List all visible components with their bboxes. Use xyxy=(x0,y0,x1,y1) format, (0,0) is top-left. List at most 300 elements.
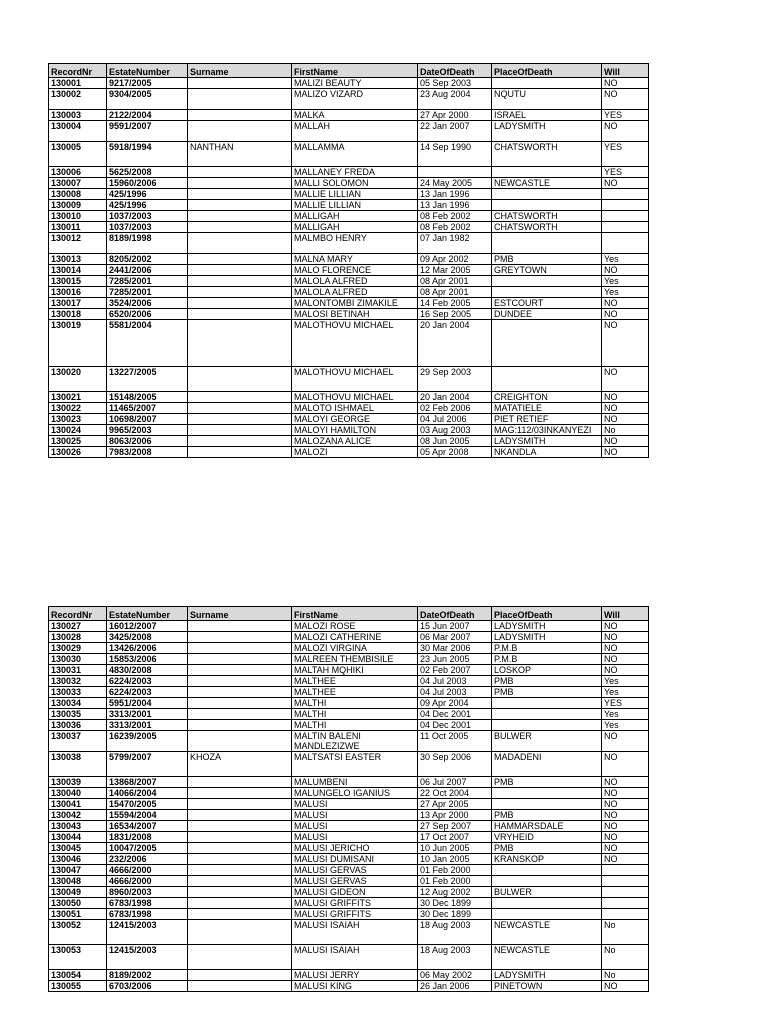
place-of-death-cell xyxy=(492,720,602,731)
surname-cell xyxy=(188,832,292,843)
surname-cell xyxy=(188,414,292,425)
place-of-death-cell xyxy=(492,876,602,887)
first-name-cell: MALONTOMBI ZIMAKILE xyxy=(292,298,418,309)
col-header-will: Will xyxy=(602,64,649,78)
date-of-death-cell: 27 Apr 2005 xyxy=(418,799,492,810)
will-cell: No xyxy=(602,970,649,981)
first-name-cell: MALKA xyxy=(292,110,418,121)
place-of-death-cell xyxy=(492,788,602,799)
first-name-cell: MALUSI JERICHO xyxy=(292,843,418,854)
first-name-cell: MALUSI GERVAS xyxy=(292,865,418,876)
will-cell: Yes xyxy=(602,276,649,287)
date-of-death-cell: 09 Apr 2002 xyxy=(418,254,492,265)
table-row xyxy=(49,788,649,799)
date-of-death-cell: 20 Jan 2004 xyxy=(418,392,492,403)
first-name-cell: MALTHI xyxy=(292,698,418,709)
place-of-death-cell: PMB xyxy=(492,687,602,698)
will-cell: NO xyxy=(602,777,649,788)
date-of-death-cell: 30 Dec 1899 xyxy=(418,909,492,920)
will-cell: No xyxy=(602,425,649,436)
estate-number-cell: 12415/2003 xyxy=(107,945,188,970)
date-of-death-cell: 13 Apr 2000 xyxy=(418,810,492,821)
will-cell: No xyxy=(602,920,649,945)
place-of-death-cell: CREIGHTON xyxy=(492,392,602,403)
will-cell xyxy=(602,211,649,222)
table-row xyxy=(49,898,649,909)
will-cell: NO xyxy=(602,320,649,367)
col-header-estatenumber: EstateNumber xyxy=(107,607,188,621)
table-row xyxy=(49,698,649,709)
first-name-cell: MALUSI GRIFFITS xyxy=(292,898,418,909)
surname-cell xyxy=(188,367,292,392)
will-cell xyxy=(602,222,649,233)
table-row xyxy=(49,178,649,189)
table-row xyxy=(49,276,649,287)
date-of-death-cell: 12 Aug 2002 xyxy=(418,887,492,898)
place-of-death-cell: LADYSMITH xyxy=(492,621,602,632)
estate-number-cell: 2441/2006 xyxy=(107,265,188,276)
surname-cell xyxy=(188,720,292,731)
first-name-cell: MALOLA ALFRED xyxy=(292,287,418,298)
surname-cell xyxy=(188,621,292,632)
record-nr-cell: 130005 xyxy=(49,142,107,167)
surname-cell xyxy=(188,287,292,298)
surname-cell xyxy=(188,320,292,367)
table-row xyxy=(49,854,649,865)
date-of-death-cell: 06 Jul 2007 xyxy=(418,777,492,788)
place-of-death-cell xyxy=(492,898,602,909)
record-nr-cell: 130002 xyxy=(49,89,107,110)
date-of-death-cell: 04 Jul 2003 xyxy=(418,676,492,687)
date-of-death-cell: 01 Feb 2000 xyxy=(418,876,492,887)
surname-cell xyxy=(188,865,292,876)
record-nr-cell: 130037 xyxy=(49,731,107,752)
first-name-cell: MALUSI JERRY xyxy=(292,970,418,981)
table-row xyxy=(49,643,649,654)
first-name-cell: MALOYI GEORGE xyxy=(292,414,418,425)
record-nr-cell: 130052 xyxy=(49,920,107,945)
col-header-placeofdeath: PlaceOfDeath xyxy=(492,64,602,78)
record-nr-cell: 130012 xyxy=(49,233,107,254)
surname-cell xyxy=(188,654,292,665)
estate-number-cell: 7285/2001 xyxy=(107,287,188,298)
record-nr-cell: 130030 xyxy=(49,654,107,665)
table-row xyxy=(49,233,649,254)
first-name-cell: MALUNGELO IGANIUS xyxy=(292,788,418,799)
surname-cell xyxy=(188,945,292,970)
table-row xyxy=(49,970,649,981)
surname-cell xyxy=(188,821,292,832)
table-row xyxy=(49,887,649,898)
header-row xyxy=(49,64,649,78)
will-cell: YES xyxy=(602,142,649,167)
col-header-surname: Surname xyxy=(188,607,292,621)
first-name-cell: MALLANEY FREDA xyxy=(292,167,418,178)
place-of-death-cell: CHATSWORTH xyxy=(492,211,602,222)
date-of-death-cell: 06 Mar 2007 xyxy=(418,632,492,643)
surname-cell xyxy=(188,309,292,320)
will-cell: NO xyxy=(602,788,649,799)
first-name-cell: MALIZO VIZARD xyxy=(292,89,418,110)
will-cell xyxy=(602,189,649,200)
record-nr-cell: 130009 xyxy=(49,200,107,211)
record-nr-cell: 130043 xyxy=(49,821,107,832)
estate-number-cell: 13227/2005 xyxy=(107,367,188,392)
will-cell: NO xyxy=(602,799,649,810)
date-of-death-cell: 18 Aug 2003 xyxy=(418,920,492,945)
col-header-firstname: FirstName xyxy=(292,64,418,78)
place-of-death-cell: BULWER xyxy=(492,887,602,898)
surname-cell xyxy=(188,665,292,676)
first-name-cell: MALLIGAH xyxy=(292,211,418,222)
place-of-death-cell: CHATSWORTH xyxy=(492,222,602,233)
col-header-dateofdeath: DateOfDeath xyxy=(418,64,492,78)
record-nr-cell: 130053 xyxy=(49,945,107,970)
estate-number-cell: 425/1996 xyxy=(107,200,188,211)
date-of-death-cell: 02 Feb 2006 xyxy=(418,403,492,414)
place-of-death-cell: P.M.B xyxy=(492,643,602,654)
date-of-death-cell: 07 Jan 1982 xyxy=(418,233,492,254)
table-row xyxy=(49,265,649,276)
place-of-death-cell: KRANSKOP xyxy=(492,854,602,865)
surname-cell xyxy=(188,876,292,887)
first-name-cell: MALUSI ISAIAH xyxy=(292,920,418,945)
estate-number-cell: 8189/1998 xyxy=(107,233,188,254)
first-name-cell: MALOZI VIRGINA xyxy=(292,643,418,654)
record-nr-cell: 130027 xyxy=(49,621,107,632)
table-row xyxy=(49,810,649,821)
place-of-death-cell xyxy=(492,167,602,178)
will-cell: NO xyxy=(602,403,649,414)
place-of-death-cell: VRYHEID xyxy=(492,832,602,843)
date-of-death-cell: 29 Sep 2003 xyxy=(418,367,492,392)
place-of-death-cell: NEWCASTLE xyxy=(492,920,602,945)
will-cell: NO xyxy=(602,731,649,752)
date-of-death-cell: 05 Apr 2008 xyxy=(418,447,492,458)
estate-number-cell: 3524/2006 xyxy=(107,298,188,309)
table-row xyxy=(49,320,649,367)
estate-number-cell: 8205/2002 xyxy=(107,254,188,265)
surname-cell xyxy=(188,254,292,265)
surname-cell xyxy=(188,167,292,178)
table-row xyxy=(49,222,649,233)
first-name-cell: MALLAMMA xyxy=(292,142,418,167)
estate-number-cell: 5951/2004 xyxy=(107,698,188,709)
table-row xyxy=(49,189,649,200)
table-row xyxy=(49,367,649,392)
first-name-cell: MALOZI xyxy=(292,447,418,458)
surname-cell xyxy=(188,777,292,788)
first-name-cell: MALUSI GIDEON xyxy=(292,887,418,898)
table-row xyxy=(49,799,649,810)
place-of-death-cell: NEWCASTLE xyxy=(492,945,602,970)
will-cell: NO xyxy=(602,654,649,665)
first-name-cell: MALNA MARY xyxy=(292,254,418,265)
first-name-cell: MALOTO ISHMAEL xyxy=(292,403,418,414)
table-row xyxy=(49,752,649,777)
place-of-death-cell: ISRAEL xyxy=(492,110,602,121)
date-of-death-cell: 18 Aug 2003 xyxy=(418,945,492,970)
surname-cell xyxy=(188,898,292,909)
first-name-cell: MALOLA ALFRED xyxy=(292,276,418,287)
table-row xyxy=(49,78,649,89)
surname-cell xyxy=(188,981,292,992)
record-nr-cell: 130019 xyxy=(49,320,107,367)
will-cell xyxy=(602,200,649,211)
first-name-cell: MALTHEE xyxy=(292,687,418,698)
surname-cell xyxy=(188,265,292,276)
date-of-death-cell: 08 Feb 2002 xyxy=(418,211,492,222)
date-of-death-cell: 30 Mar 2006 xyxy=(418,643,492,654)
table-row xyxy=(49,287,649,298)
date-of-death-cell: 26 Jan 2006 xyxy=(418,981,492,992)
date-of-death-cell: 10 Jan 2005 xyxy=(418,854,492,865)
will-cell xyxy=(602,887,649,898)
first-name-cell: MALLIE LILLIAN xyxy=(292,189,418,200)
record-nr-cell: 130028 xyxy=(49,632,107,643)
will-cell: NO xyxy=(602,447,649,458)
will-cell: Yes xyxy=(602,676,649,687)
table-row xyxy=(49,403,649,414)
date-of-death-cell: 08 Feb 2002 xyxy=(418,222,492,233)
date-of-death-cell: 08 Jun 2005 xyxy=(418,436,492,447)
estate-number-cell: 4830/2008 xyxy=(107,665,188,676)
estate-number-cell: 2122/2004 xyxy=(107,110,188,121)
record-nr-cell: 130035 xyxy=(49,709,107,720)
table-row xyxy=(49,309,649,320)
will-cell: NO xyxy=(602,665,649,676)
table-row xyxy=(49,909,649,920)
estate-number-cell: 3313/2001 xyxy=(107,720,188,731)
estate-number-cell: 13868/2007 xyxy=(107,777,188,788)
surname-cell: KHOZA xyxy=(188,752,292,777)
surname-cell xyxy=(188,810,292,821)
will-cell: YES xyxy=(602,167,649,178)
record-nr-cell: 130017 xyxy=(49,298,107,309)
place-of-death-cell: PMB xyxy=(492,810,602,821)
record-nr-cell: 130047 xyxy=(49,865,107,876)
record-nr-cell: 130015 xyxy=(49,276,107,287)
surname-cell xyxy=(188,189,292,200)
surname-cell xyxy=(188,920,292,945)
estate-number-cell: 15594/2004 xyxy=(107,810,188,821)
col-header-placeofdeath: PlaceOfDeath xyxy=(492,607,602,621)
surname-cell xyxy=(188,799,292,810)
record-nr-cell: 130032 xyxy=(49,676,107,687)
record-nr-cell: 130025 xyxy=(49,436,107,447)
table-row xyxy=(49,731,649,752)
record-nr-cell: 130041 xyxy=(49,799,107,810)
date-of-death-cell: 14 Feb 2005 xyxy=(418,298,492,309)
record-nr-cell: 130023 xyxy=(49,414,107,425)
will-cell: NO xyxy=(602,643,649,654)
first-name-cell: MALUSI DUMISANI xyxy=(292,854,418,865)
record-nr-cell: 130045 xyxy=(49,843,107,854)
place-of-death-cell xyxy=(492,799,602,810)
surname-cell xyxy=(188,887,292,898)
estate-number-cell: 1831/2008 xyxy=(107,832,188,843)
first-name-cell: MALMBO HENRY xyxy=(292,233,418,254)
record-nr-cell: 130010 xyxy=(49,211,107,222)
will-cell: NO xyxy=(602,265,649,276)
estate-number-cell: 8063/2006 xyxy=(107,436,188,447)
place-of-death-cell: PMB xyxy=(492,777,602,788)
records-table-2 xyxy=(48,606,649,992)
table-row xyxy=(49,200,649,211)
table-row xyxy=(49,709,649,720)
surname-cell xyxy=(188,843,292,854)
table-row xyxy=(49,981,649,992)
estate-number-cell: 6703/2006 xyxy=(107,981,188,992)
record-nr-cell: 130042 xyxy=(49,810,107,821)
first-name-cell: MALIZI BEAUTY xyxy=(292,78,418,89)
date-of-death-cell: 30 Sep 2006 xyxy=(418,752,492,777)
estate-number-cell: 5918/1994 xyxy=(107,142,188,167)
record-nr-cell: 130024 xyxy=(49,425,107,436)
surname-cell xyxy=(188,676,292,687)
date-of-death-cell xyxy=(418,167,492,178)
estate-number-cell: 9591/2007 xyxy=(107,121,188,142)
surname-cell xyxy=(188,731,292,752)
record-nr-cell: 130055 xyxy=(49,981,107,992)
record-nr-cell: 130021 xyxy=(49,392,107,403)
place-of-death-cell: LADYSMITH xyxy=(492,632,602,643)
place-of-death-cell xyxy=(492,78,602,89)
record-nr-cell: 130034 xyxy=(49,698,107,709)
table-row xyxy=(49,777,649,788)
estate-number-cell: 6224/2003 xyxy=(107,687,188,698)
date-of-death-cell: 30 Dec 1899 xyxy=(418,898,492,909)
place-of-death-cell: HAMMARSDALE xyxy=(492,821,602,832)
table-row xyxy=(49,436,649,447)
date-of-death-cell: 23 Jun 2005 xyxy=(418,654,492,665)
table-row xyxy=(49,676,649,687)
surname-cell xyxy=(188,276,292,287)
date-of-death-cell: 04 Dec 2001 xyxy=(418,720,492,731)
will-cell: NO xyxy=(602,632,649,643)
estate-number-cell: 15960/2006 xyxy=(107,178,188,189)
estate-number-cell: 8189/2002 xyxy=(107,970,188,981)
first-name-cell: MALTHI xyxy=(292,709,418,720)
surname-cell xyxy=(188,392,292,403)
surname-cell xyxy=(188,403,292,414)
estate-number-cell: 232/2006 xyxy=(107,854,188,865)
estate-number-cell: 16239/2005 xyxy=(107,731,188,752)
record-nr-cell: 130020 xyxy=(49,367,107,392)
record-nr-cell: 130004 xyxy=(49,121,107,142)
first-name-cell: MALREEN THEMBISILE xyxy=(292,654,418,665)
first-name-cell: MALOTHOVU MICHAEL xyxy=(292,392,418,403)
first-name-cell: MALLI SOLOMON xyxy=(292,178,418,189)
will-cell: No xyxy=(602,945,649,970)
first-name-cell: MALUSI ISAIAH xyxy=(292,945,418,970)
will-cell: NO xyxy=(602,367,649,392)
record-nr-cell: 130049 xyxy=(49,887,107,898)
estate-number-cell: 1037/2003 xyxy=(107,222,188,233)
date-of-death-cell: 04 Jul 2006 xyxy=(418,414,492,425)
place-of-death-cell: PMB xyxy=(492,843,602,854)
will-cell: NO xyxy=(602,89,649,110)
date-of-death-cell: 15 Jun 2007 xyxy=(418,621,492,632)
record-nr-cell: 130046 xyxy=(49,854,107,865)
place-of-death-cell xyxy=(492,865,602,876)
first-name-cell: MALLIE LILLIAN xyxy=(292,200,418,211)
date-of-death-cell: 27 Apr 2000 xyxy=(418,110,492,121)
col-header-recordnr: RecordNr xyxy=(49,64,107,78)
table-row xyxy=(49,665,649,676)
place-of-death-cell: LOSKOP xyxy=(492,665,602,676)
place-of-death-cell: BULWER xyxy=(492,731,602,752)
table-row xyxy=(49,254,649,265)
surname-cell: NANTHAN xyxy=(188,142,292,167)
estate-number-cell: 425/1996 xyxy=(107,189,188,200)
surname-cell xyxy=(188,447,292,458)
record-nr-cell: 130007 xyxy=(49,178,107,189)
record-nr-cell: 130054 xyxy=(49,970,107,981)
place-of-death-cell: LADYSMITH xyxy=(492,436,602,447)
date-of-death-cell: 05 Sep 2003 xyxy=(418,78,492,89)
estate-number-cell: 4666/2000 xyxy=(107,865,188,876)
record-nr-cell: 130014 xyxy=(49,265,107,276)
table-row xyxy=(49,945,649,970)
place-of-death-cell xyxy=(492,320,602,367)
date-of-death-cell: 17 Oct 2007 xyxy=(418,832,492,843)
record-nr-cell: 130018 xyxy=(49,309,107,320)
surname-cell xyxy=(188,425,292,436)
record-nr-cell: 130016 xyxy=(49,287,107,298)
surname-cell xyxy=(188,709,292,720)
first-name-cell: MALUSI KING xyxy=(292,981,418,992)
estate-number-cell: 9304/2005 xyxy=(107,89,188,110)
will-cell: NO xyxy=(602,78,649,89)
will-cell: NO xyxy=(602,752,649,777)
table-row xyxy=(49,142,649,167)
record-nr-cell: 130003 xyxy=(49,110,107,121)
table-row xyxy=(49,425,649,436)
will-cell: NO xyxy=(602,832,649,843)
first-name-cell: MALOZI ROSE xyxy=(292,621,418,632)
date-of-death-cell: 14 Sep 1990 xyxy=(418,142,492,167)
estate-number-cell: 5799/2007 xyxy=(107,752,188,777)
first-name-cell: MALTSATSI EASTER xyxy=(292,752,418,777)
header-row xyxy=(49,607,649,621)
place-of-death-cell xyxy=(492,276,602,287)
surname-cell xyxy=(188,211,292,222)
table-row xyxy=(49,89,649,110)
will-cell: NO xyxy=(602,392,649,403)
estate-number-cell: 5625/2008 xyxy=(107,167,188,178)
col-header-will: Will xyxy=(602,607,649,621)
table-body xyxy=(49,78,649,458)
record-nr-cell: 130006 xyxy=(49,167,107,178)
first-name-cell: MALOSI BETINAH xyxy=(292,309,418,320)
date-of-death-cell: 24 May 2005 xyxy=(418,178,492,189)
record-nr-cell: 130044 xyxy=(49,832,107,843)
surname-cell xyxy=(188,110,292,121)
table-row xyxy=(49,821,649,832)
will-cell: YES xyxy=(602,110,649,121)
will-cell: NO xyxy=(602,121,649,142)
col-header-dateofdeath: DateOfDeath xyxy=(418,607,492,621)
first-name-cell: MALUSI xyxy=(292,832,418,843)
will-cell: NO xyxy=(602,843,649,854)
place-of-death-cell: LADYSMITH xyxy=(492,970,602,981)
first-name-cell: MALTAH MQHIKI xyxy=(292,665,418,676)
will-cell: Yes xyxy=(602,709,649,720)
table-row xyxy=(49,414,649,425)
will-cell: Yes xyxy=(602,720,649,731)
place-of-death-cell: MAG:112/03INKANYEZI xyxy=(492,425,602,436)
